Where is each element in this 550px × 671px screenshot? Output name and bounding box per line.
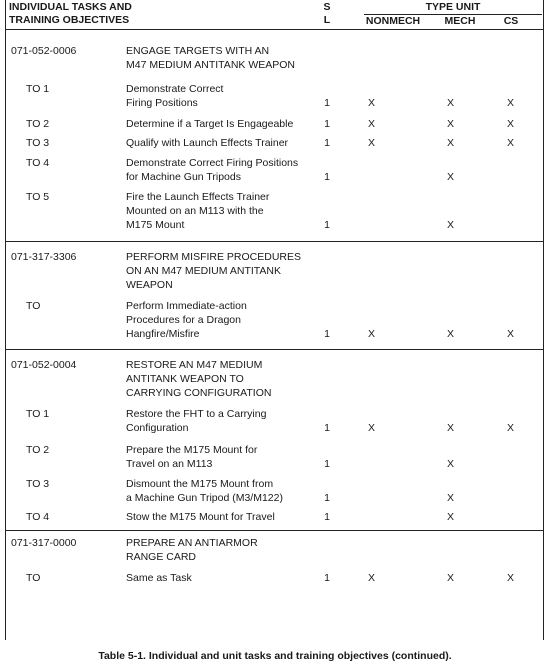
tasks-table [5,0,544,640]
header-col1-line1: INDIVIDUAL TASKS AND [9,1,132,13]
mech-mark: X [447,118,455,130]
objective-description-line: Demonstrate Correct [126,83,224,95]
task-title-line: PREPARE AN ANTIARMOR [126,537,258,549]
mech-mark: X [447,137,455,149]
task-title-line: M47 MEDIUM ANTITANK WEAPON [126,59,295,71]
table-caption: Table 5-1. Individual and unit tasks and training objectives (continued). [98,650,452,662]
header-nonmech: NONMECH [365,15,421,27]
objective-description-line: Determine if a Target Is Engageable [126,118,294,130]
mech-mark: X [447,171,455,183]
skill-level: 1 [324,219,330,231]
mech-mark: X [447,422,455,434]
objective-description-line: Mounted on an M113 with the [126,205,264,217]
cs-mark: X [507,572,515,584]
header-sl-line2: L [323,14,331,26]
skill-level: 1 [324,137,330,149]
task-number: 071-052-0006 [11,45,77,57]
skill-level: 1 [324,572,330,584]
training-objective-id: TO 3 [26,478,50,490]
task-number: 071-317-0000 [11,537,77,549]
section-divider [6,241,543,242]
objective-description-line: Travel on an M113 [126,458,213,470]
task-title-line: CARRYING CONFIGURATION [126,387,272,399]
task-title-line: ON AN M47 MEDIUM ANTITANK [126,265,281,277]
nonmech-mark: X [368,97,376,109]
objective-description-line: Stow the M175 Mount for Travel [126,511,275,523]
table-header [6,0,543,30]
cs-mark: X [507,137,515,149]
nonmech-mark: X [368,118,376,130]
skill-level: 1 [324,171,330,183]
training-objective-id: TO [26,300,41,312]
nonmech-mark: X [368,137,376,149]
skill-level: 1 [324,328,330,340]
mech-mark: X [447,511,455,523]
training-objective-id: TO [26,572,41,584]
section-divider [6,530,543,531]
header-type-unit: TYPE UNIT [425,1,481,13]
task-number: 071-052-0004 [11,359,77,371]
training-objective-id: TO 1 [26,408,50,420]
header-cs: CS [503,15,519,27]
objective-description-line: Prepare the M175 Mount for [126,444,258,456]
nonmech-mark: X [368,572,376,584]
task-title-line: WEAPON [126,279,173,291]
mech-mark: X [447,458,455,470]
mech-mark: X [447,492,455,504]
objective-description-line: Hangfire/Misfire [126,328,200,340]
objective-description-line: Perform Immediate-action [126,300,247,312]
skill-level: 1 [324,118,330,130]
training-objective-id: TO 3 [26,137,50,149]
objective-description-line: Qualify with Launch Effects Trainer [126,137,289,149]
skill-level: 1 [324,422,330,434]
nonmech-mark: X [368,328,376,340]
header-mech: MECH [444,15,476,27]
objective-description-line: Fire the Launch Effects Trainer [126,191,270,203]
header-col1-line2: TRAINING OBJECTIVES [9,14,130,26]
skill-level: 1 [324,97,330,109]
mech-mark: X [447,328,455,340]
objective-description-line: Restore the FHT to a Carrying [126,408,267,420]
task-title-line: RANGE CARD [126,551,197,563]
objective-description-line: Firing Positions [126,97,198,109]
section-divider [6,349,543,350]
mech-mark: X [447,572,455,584]
objective-description-line: M175 Mount [126,219,185,231]
objective-description-line: Same as Task [126,572,192,584]
objective-description-line: Procedures for a Dragon [126,314,241,326]
skill-level: 1 [324,458,330,470]
nonmech-mark: X [368,422,376,434]
objective-description-line: Dismount the M175 Mount from [126,478,274,490]
objective-description-line: Demonstrate Correct Firing Positions [126,157,299,169]
training-objective-id: TO 1 [26,83,50,95]
training-objective-id: TO 2 [26,444,50,456]
skill-level: 1 [324,492,330,504]
objective-description-line: for Machine Gun Tripods [126,171,241,183]
mech-mark: X [447,97,455,109]
training-objective-id: TO 4 [26,157,50,169]
header-sl-line1: S [323,1,331,13]
training-objective-id: TO 4 [26,511,50,523]
cs-mark: X [507,328,515,340]
objective-description-line: a Machine Gun Tripod (M3/M122) [126,492,283,504]
task-title-line: ENGAGE TARGETS WITH AN [126,45,270,57]
mech-mark: X [447,219,455,231]
training-objective-id: TO 5 [26,191,50,203]
skill-level: 1 [324,511,330,523]
task-title-line: RESTORE AN M47 MEDIUM [126,359,263,371]
cs-mark: X [507,118,515,130]
task-title-line: PERFORM MISFIRE PROCEDURES [126,251,302,263]
task-title-line: ANTITANK WEAPON TO [126,373,244,385]
training-objective-id: TO 2 [26,118,50,130]
task-number: 071-317-3306 [11,251,77,263]
objective-description-line: Configuration [126,422,189,434]
cs-mark: X [507,97,515,109]
cs-mark: X [507,422,515,434]
